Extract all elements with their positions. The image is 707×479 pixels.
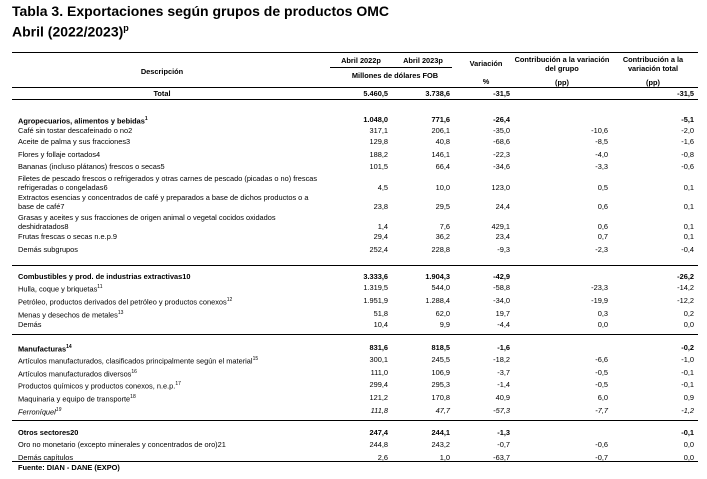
cell-contrib-total: -12,2 <box>677 296 694 305</box>
cell-contrib-grupo: 0,6 <box>597 222 608 231</box>
cell-value-2023: 66,4 <box>435 162 450 171</box>
cell-value-2022: 300,1 <box>369 355 388 364</box>
cell-value-2022: 188,2 <box>369 150 388 159</box>
cell-value-2023: 1,0 <box>439 453 450 462</box>
row-label <box>18 320 328 329</box>
title-line-2: Abril $(2022/2023)^p$ <box>12 23 129 40</box>
cell-contrib-grupo: 0,5 <box>597 183 608 192</box>
section-divider-2 <box>12 334 698 335</box>
cell-value-2023: 29,5 <box>435 202 450 211</box>
cell-variacion: -42,9 <box>493 272 510 281</box>
cell-value-2023: 244,1 <box>431 428 450 437</box>
source-note: Fuente: DIAN - DANE (EXPO) <box>18 463 120 472</box>
cell-contrib-total: -1,0 <box>681 355 694 364</box>
cell-contrib-total: 0,1 <box>683 183 694 192</box>
cell-value-2022: 1.951,9 <box>363 296 388 305</box>
cell-contrib-grupo: 0,6 <box>597 202 608 211</box>
row-label <box>18 309 328 319</box>
cell-value-2023: 106,9 <box>431 368 450 377</box>
cell-variacion: 123,0 <box>491 183 510 192</box>
row-label-text: Menas y desechos de metales <box>18 310 118 320</box>
cell-value-2022: 2,6 <box>377 453 388 462</box>
cell-contrib-total: -0,1 <box>681 380 694 389</box>
total-bottom-rule <box>12 99 698 100</box>
cell-value-2022: 111,8 <box>370 406 388 415</box>
cell-contrib-grupo: -19,9 <box>591 296 608 305</box>
cell-variacion: -9,3 <box>497 245 510 254</box>
cell-contrib-grupo: -0,5 <box>595 380 608 389</box>
cell-contrib-grupo: -0,7 <box>595 453 608 462</box>
row-label-text: Otros sectores20 <box>18 428 79 437</box>
cell-contrib-total: -0,8 <box>681 150 694 159</box>
cell-value-2022: 29,4 <box>373 232 388 241</box>
row-label-text: Flores y follaje cortados4 <box>18 150 101 159</box>
total-contrib-total: -31,5 <box>677 89 694 98</box>
cell-contrib-grupo: -7,7 <box>595 406 608 415</box>
cell-contrib-total: -0,2 <box>681 343 694 352</box>
row-label <box>18 245 328 254</box>
row-label <box>18 174 318 192</box>
cell-value-2022: 3.333,6 <box>363 272 388 281</box>
cell-contrib-grupo: -2,3 <box>595 245 608 254</box>
cell-variacion: -34,6 <box>493 162 510 171</box>
cell-value-2022: 111,0 <box>370 368 388 377</box>
row-label <box>18 150 328 159</box>
section-divider-3 <box>12 420 698 421</box>
cell-value-2023: 36,2 <box>435 232 450 241</box>
cell-contrib-total: -26,2 <box>677 272 694 281</box>
row-label-text: Demás subgrupos <box>18 245 78 254</box>
cell-contrib-total: 0,2 <box>683 309 694 318</box>
row-label-text: Filetes de pescado frescos o refrigerados y otras carnes de pescado (picadas o no) frescas refrigeradas o congeladas6 <box>18 174 318 192</box>
cell-value-2023: 245,5 <box>431 355 450 364</box>
row-label-text: Petróleo, productos derivados del petróleo y productos conexos <box>18 297 227 307</box>
row-footnote-ref: 11 <box>97 284 103 290</box>
header-contrib-grupo-unit: (pp) <box>555 78 569 87</box>
row-label <box>18 296 328 306</box>
cell-variacion: -1,4 <box>497 380 510 389</box>
row-footnote-ref: 16 <box>131 369 137 375</box>
cell-value-2022: 10,4 <box>373 320 388 329</box>
row-label <box>18 355 328 365</box>
cell-contrib-total: 0,0 <box>683 453 694 462</box>
row-label <box>18 193 318 211</box>
cell-contrib-grupo: 0,0 <box>597 320 608 329</box>
cell-variacion: -0,7 <box>497 440 510 449</box>
row-label-text: Artículos manufacturados, clasificados principalmente según el material <box>18 356 253 366</box>
cell-value-2023: 771,6 <box>431 115 450 124</box>
cell-contrib-grupo: 0,7 <box>597 232 608 241</box>
header-bottom-rule <box>12 87 698 88</box>
cell-value-2022: 1,4 <box>377 222 388 231</box>
cell-variacion: -68,6 <box>493 137 510 146</box>
total-variacion: -31,5 <box>493 89 510 98</box>
cell-value-2023: 243,2 <box>431 440 450 449</box>
cell-variacion: -4,4 <box>497 320 510 329</box>
row-label-text: Productos químicos y productos conexos, n.e.p. <box>18 381 176 391</box>
row-footnote-ref: 15 <box>252 356 259 362</box>
cell-contrib-grupo: 0,3 <box>597 309 608 318</box>
row-label <box>18 283 328 293</box>
cell-value-2023: 170,8 <box>431 393 450 402</box>
cell-contrib-grupo: -0,6 <box>595 440 608 449</box>
cell-contrib-grupo: -0,5 <box>595 368 608 377</box>
cell-contrib-grupo: -6,6 <box>595 355 608 364</box>
cell-contrib-grupo: 6,0 <box>597 393 608 402</box>
table-title <box>12 3 389 41</box>
row-label <box>18 272 328 281</box>
row-label-text: Extractos esencias y concentrados de café y preparados a base de dichos productos o a base de café7 <box>18 193 309 211</box>
cell-value-2023: 7,6 <box>439 222 450 231</box>
cell-value-2023: 544,0 <box>431 283 450 292</box>
row-label <box>18 368 328 378</box>
cell-value-2023: 9,9 <box>439 320 450 329</box>
row-footnote-ref: 17 <box>175 381 181 387</box>
cell-value-2023: 62,0 <box>435 309 450 318</box>
row-footnote-ref: 19 <box>55 407 62 413</box>
cell-value-2022: 51,8 <box>373 309 388 318</box>
cell-contrib-total: -0,1 <box>681 368 694 377</box>
row-label-text: Aceite de palma y sus fracciones3 <box>18 137 131 146</box>
row-footnote-ref: 13 <box>117 310 124 316</box>
section-divider-1 <box>12 265 698 266</box>
cell-value-2023: 228,8 <box>431 245 450 254</box>
row-label <box>18 126 328 135</box>
cell-value-2023: 1.904,3 <box>425 272 450 281</box>
cell-variacion: -63,7 <box>493 453 510 462</box>
cell-variacion: -3,7 <box>497 368 510 377</box>
row-label-text: Demás <box>18 320 42 329</box>
row-label <box>18 115 328 125</box>
cell-value-2022: 244,8 <box>369 440 388 449</box>
cell-variacion: -35,0 <box>493 126 510 135</box>
cell-value-2023: 146,1 <box>431 150 450 159</box>
header-abril-2022: Abril 2022p <box>341 56 381 65</box>
header-abril-2023: Abril 2023p <box>403 56 443 65</box>
cell-variacion: -58,8 <box>493 283 510 292</box>
cell-contrib-total: -0,6 <box>681 162 694 171</box>
cell-value-2023: 206,1 <box>431 126 450 135</box>
row-label-text: Frutas frescas o secas n.e.p.9 <box>18 232 117 241</box>
row-label <box>18 213 318 231</box>
cell-value-2022: 121,2 <box>369 393 388 402</box>
cell-variacion: -1,3 <box>497 428 510 437</box>
cell-value-2022: 1.048,0 <box>363 115 388 124</box>
cell-variacion: -22,3 <box>493 150 510 159</box>
cell-contrib-grupo: -3,3 <box>595 162 608 171</box>
cell-value-2022: 247,4 <box>369 428 388 437</box>
cell-contrib-total: -1,6 <box>681 137 694 146</box>
total-2022: 5.460,5 <box>363 89 388 98</box>
header-millones: Millones de dólares FOB <box>351 71 439 80</box>
cell-value-2022: 1.319,5 <box>363 283 388 292</box>
row-label-text: Combustibles y prod. de industrias extractivas10 <box>18 272 191 281</box>
header-variacion: Variación <box>469 59 503 68</box>
row-label-text: Hulla, coque y briquetas <box>18 284 98 294</box>
cell-contrib-grupo: -10,6 <box>591 126 608 135</box>
row-label-text: Oro no monetario (excepto minerales y concentrados de oro)21 <box>18 440 226 449</box>
cell-value-2023: 1.288,4 <box>425 296 450 305</box>
header-descripcion: Descripción <box>140 67 184 76</box>
row-label <box>18 393 328 403</box>
row-label-text: Manufacturas <box>18 344 67 354</box>
row-label-text: Agropecuarios, alimentos y bebidas <box>18 116 145 126</box>
row-label-text: Ferroníquel <box>18 407 56 417</box>
cell-contrib-grupo: -8,5 <box>595 137 608 146</box>
header-sub-rule <box>330 67 452 68</box>
cell-variacion: -34,0 <box>493 296 510 305</box>
cell-value-2023: 10,0 <box>435 183 450 192</box>
cell-contrib-total: -0,1 <box>681 428 694 437</box>
total-2023: 3.738,6 <box>425 89 450 98</box>
row-footnote-ref: 14 <box>66 344 72 350</box>
cell-variacion: -57,3 <box>493 406 510 415</box>
row-footnote-ref: 18 <box>130 394 136 400</box>
row-label <box>18 428 328 437</box>
cell-contrib-total: 0,0 <box>683 440 694 449</box>
row-footnote-ref: 12 <box>226 297 233 303</box>
row-label-text: Bananas (incluso plátanos) frescos o secas5 <box>18 162 165 171</box>
cell-value-2022: 23,8 <box>373 202 388 211</box>
cell-contrib-total: -5,1 <box>681 115 694 124</box>
header-contrib-grupo: Contribución a la variación del grupo <box>514 55 610 73</box>
row-label-text: Demás capítulos <box>18 453 74 462</box>
total-label: Total <box>153 89 171 98</box>
row-label <box>18 440 328 449</box>
cell-variacion: -26,4 <box>493 115 510 124</box>
cell-value-2022: 299,4 <box>369 380 388 389</box>
row-label-text: Café sin tostar descafeinado o no2 <box>18 126 133 135</box>
cell-value-2023: 295,3 <box>431 380 450 389</box>
cell-contrib-total: -0,4 <box>681 245 694 254</box>
row-label-text: Grasas y aceites y sus fracciones de origen animal o vegetal cocidos oxidados deshidratados8 <box>18 213 276 231</box>
row-label <box>18 406 328 416</box>
cell-variacion: 19,7 <box>495 309 510 318</box>
table-bottom-rule <box>12 461 698 462</box>
title-line-1: Tabla 3. Exportaciones según grupos de productos OMC <box>12 3 390 19</box>
header-top-rule <box>12 52 698 53</box>
cell-variacion: -18,2 <box>493 355 510 364</box>
row-label-text: Artículos manufacturados diversos <box>18 369 132 379</box>
cell-variacion: 23,4 <box>495 232 510 241</box>
cell-value-2023: 47,7 <box>435 406 450 415</box>
cell-contrib-total: 0,9 <box>683 393 694 402</box>
cell-value-2022: 317,1 <box>369 126 388 135</box>
cell-variacion: 24,4 <box>495 202 510 211</box>
cell-contrib-grupo: -23,3 <box>591 283 608 292</box>
cell-contrib-grupo: -4,0 <box>595 150 608 159</box>
cell-contrib-total: -14,2 <box>677 283 694 292</box>
row-footnote-ref: 1 <box>144 116 148 122</box>
cell-value-2022: 831,6 <box>369 343 388 352</box>
cell-contrib-total: -1,2 <box>681 406 694 415</box>
cell-value-2022: 4,5 <box>377 183 388 192</box>
cell-contrib-total: 0,0 <box>683 320 694 329</box>
cell-value-2023: 40,8 <box>435 137 450 146</box>
row-label <box>18 137 328 146</box>
row-label <box>18 232 328 241</box>
cell-variacion: 40,9 <box>495 393 510 402</box>
cell-variacion: 429,1 <box>491 222 510 231</box>
cell-variacion: -1,6 <box>497 343 510 352</box>
cell-value-2022: 129,8 <box>369 137 388 146</box>
cell-contrib-total: 0,1 <box>683 202 694 211</box>
row-label <box>18 343 328 353</box>
header-contrib-total-unit: (pp) <box>646 78 660 87</box>
row-label <box>18 162 328 171</box>
cell-value-2023: 818,5 <box>431 343 450 352</box>
cell-contrib-total: -2,0 <box>681 126 694 135</box>
cell-value-2022: 101,5 <box>369 162 388 171</box>
header-variacion-unit: % <box>482 77 490 86</box>
row-label-text: Maquinaria y equipo de transporte <box>18 394 131 404</box>
row-label <box>18 380 328 390</box>
cell-contrib-total: 0,1 <box>683 222 694 231</box>
cell-value-2022: 252,4 <box>369 245 388 254</box>
cell-contrib-total: 0,1 <box>683 232 694 241</box>
header-contrib-total: Contribución a la variación total <box>622 55 684 73</box>
